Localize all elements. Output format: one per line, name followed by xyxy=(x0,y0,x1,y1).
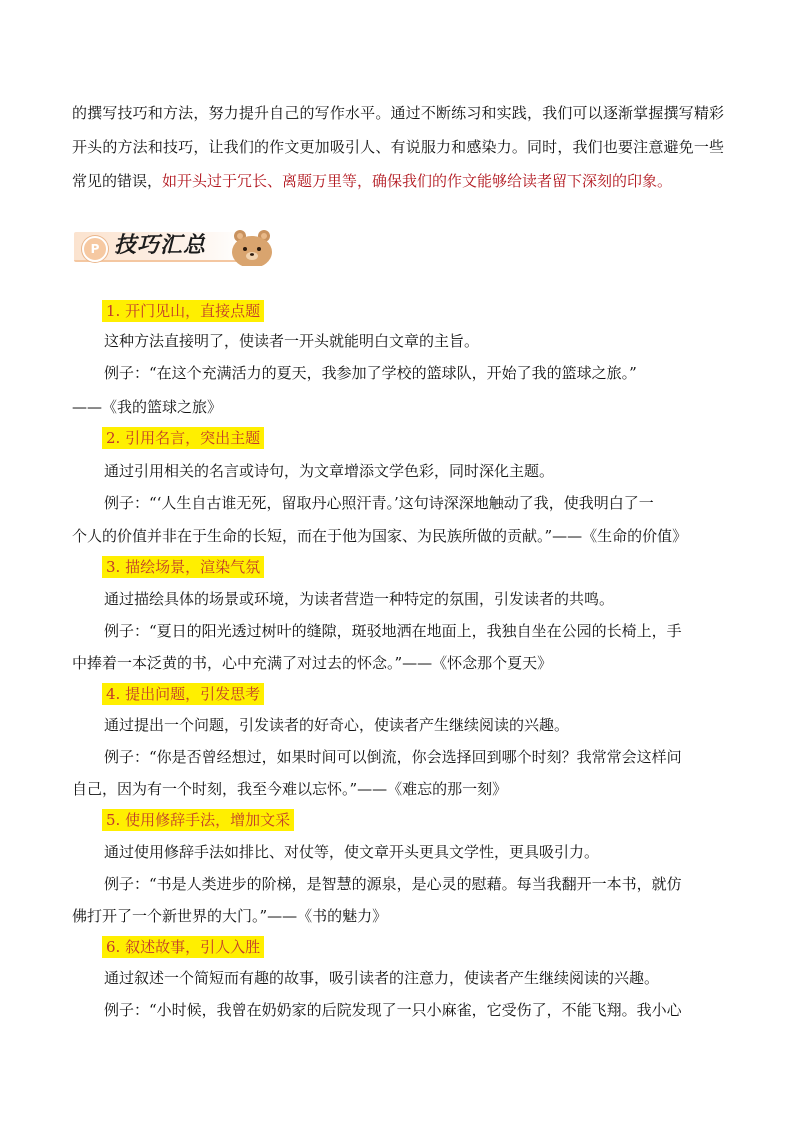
section-1-desc: 这种方法直接明了，使读者一开头就能明白文章的主旨。 xyxy=(104,332,480,350)
heading-6: 6. 叙述故事，引人入胜 xyxy=(102,936,264,958)
section-3-example-line-2: 中捧着一本泛黄的书，心中充满了对过去的怀念。”——《怀念那个夏天》 xyxy=(72,654,553,672)
section-5-example-line-2: 佛打开了一个新世界的大门。”——《书的魅力》 xyxy=(72,907,388,925)
section-3-example-line-1: 例子：“夏日的阳光透过树叶的缝隙，斑驳地洒在地面上，我独自坐在公园的长椅上，手 xyxy=(104,622,682,640)
section-1-example-line-2: ——《我的篮球之旅》 xyxy=(72,398,223,416)
banner-title: 技巧汇总 xyxy=(114,233,207,258)
section-1-example-line-1: 例子：“在这个充满活力的夏天，我参加了学校的篮球队，开始了我的篮球之旅。” xyxy=(104,364,637,382)
intro-paragraph xyxy=(72,96,724,198)
section-6-example-line-1: 例子：“小时候，我曾在奶奶家的后院发现了一只小麻雀，它受伤了，不能飞翔。我小心 xyxy=(104,1001,682,1019)
heading-1: 1. 开门见山，直接点题 xyxy=(102,300,264,322)
intro-red-text: 如开头过于冗长、离题万里等，确保我们的作文能够给读者留下深刻的印象。 xyxy=(162,172,673,190)
section-4-example-line-2: 自己，因为有一个时刻，我至今难以忘怀。”——《难忘的那一刻》 xyxy=(72,780,508,798)
section-6-desc: 通过叙述一个简短而有趣的故事，吸引读者的注意力，使读者产生继续阅读的兴趣。 xyxy=(104,969,660,987)
section-banner xyxy=(74,226,284,264)
heading-5: 5. 使用修辞手法，增加文采 xyxy=(102,809,294,831)
heading-4: 4. 提出问题，引发思考 xyxy=(102,683,264,705)
intro-text: 的撰写技巧和方法，努力提升自己的写作水平。通过不断练习和实践，我们可以逐渐掌握撰写精彩开头的方法和技巧，让我们的作文更加吸引人、有说服力和感染力。同时，我们也要注意避免一些常见的错误， xyxy=(72,104,724,190)
bear-icon xyxy=(220,226,284,266)
section-2-example-line-2: 个人的价值并非在于生命的长短，而在于他为国家、为民族所做的贡献。”——《生命的价值》 xyxy=(72,527,688,545)
section-4-example-line-1: 例子：“你是否曾经想过，如果时间可以倒流，你会选择回到哪个时刻？我常常会这样问 xyxy=(104,748,682,766)
heading-2: 2. 引用名言，突出主题 xyxy=(102,427,264,449)
heading-3: 3. 描绘场景，渲染气氛 xyxy=(102,556,264,578)
section-5-example-line-1: 例子：“书是人类进步的阶梯，是智慧的源泉，是心灵的慰藉。每当我翻开一本书，就仿 xyxy=(104,875,682,893)
section-5-desc: 通过使用修辞手法如排比、对仗等，使文章开头更具文学性，更具吸引力。 xyxy=(104,843,600,861)
section-3-desc: 通过描绘具体的场景或环境，为读者营造一种特定的氛围，引发读者的共鸣。 xyxy=(104,590,615,608)
p-badge-icon: P xyxy=(82,236,108,262)
section-4-desc: 通过提出一个问题，引发读者的好奇心，使读者产生继续阅读的兴趣。 xyxy=(104,716,570,734)
section-2-desc: 通过引用相关的名言或诗句，为文章增添文学色彩，同时深化主题。 xyxy=(104,462,555,480)
section-2-example-line-1: 例子：“‘人生自古谁无死，留取丹心照汗青。’这句诗深深地触动了我，使我明白了一 xyxy=(104,494,654,512)
